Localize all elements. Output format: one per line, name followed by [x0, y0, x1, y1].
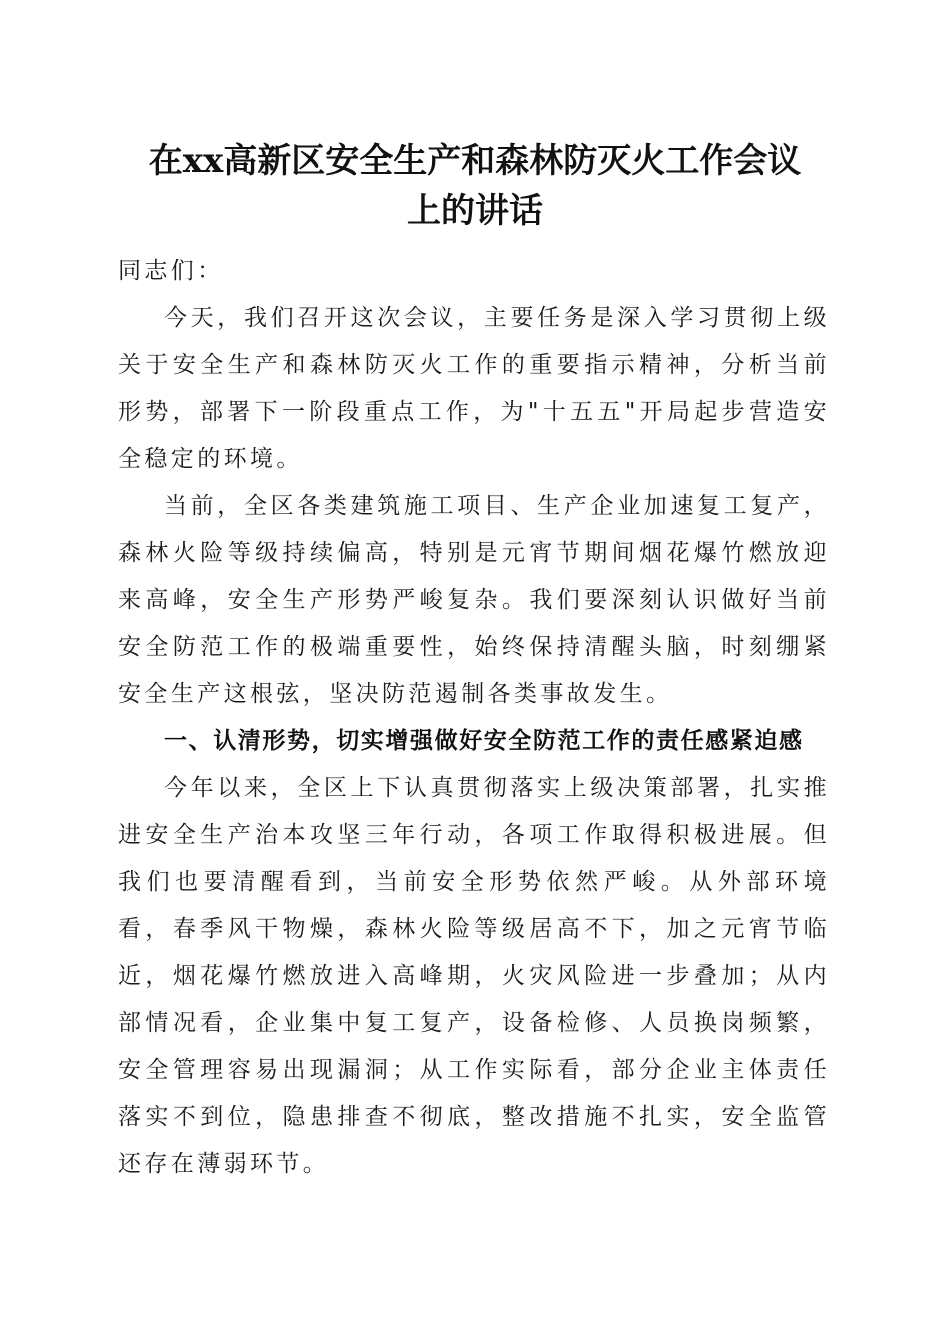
title-line-2: 上的讲话 — [407, 191, 543, 231]
document-title — [100, 136, 850, 236]
salutation: 同志们： — [118, 258, 224, 284]
title-line-1: 在xx高新区安全生产和森林防灭火工作会议 — [148, 141, 802, 181]
section-1-paragraph: 今年以来，全区上下认真贯彻落实上级决策部署，扎实推进安全生产治本攻坚三年行动，各项工作取得积极进展。但我们也要清醒看到，当前安全形势依然严峻。从外部环境看，春季风干物燥，森林火险等级居高不下，加之元宵节临近，烟花爆竹燃放进入高峰期，火灾风险进一步叠加；从内部情况看，企业集中复工复产，设备检修、人员换岗频繁，安全管理容易出现漏洞；从工作实际看，部分企业主体责任落实不到位，隐患排查不彻底，整改措施不扎实，安全监管还存在薄弱环节。 — [118, 775, 830, 1177]
paragraph-situation: 当前，全区各类建筑施工项目、生产企业加速复工复产，森林火险等级持续偏高，特别是元宵节期间烟花爆竹燃放迎来高峰，安全生产形势严峻复杂。我们要深刻认识做好当前安全防范工作的极端重要性，始终保持清醒头脑，时刻绷紧安全生产这根弦，坚决防范遏制各类事故发生。 — [118, 493, 830, 707]
paragraph-intro: 今天，我们召开这次会议，主要任务是深入学习贯彻上级关于安全生产和森林防灭火工作的重要指示精神，分析当前形势，部署下一阶段重点工作，为"十五五"开局起步营造安全稳定的环境。 — [118, 305, 830, 472]
section-heading-1: 一、认清形势，切实增强做好安全防范工作的责任感紧迫感 — [164, 728, 804, 754]
document-body — [118, 248, 830, 1188]
